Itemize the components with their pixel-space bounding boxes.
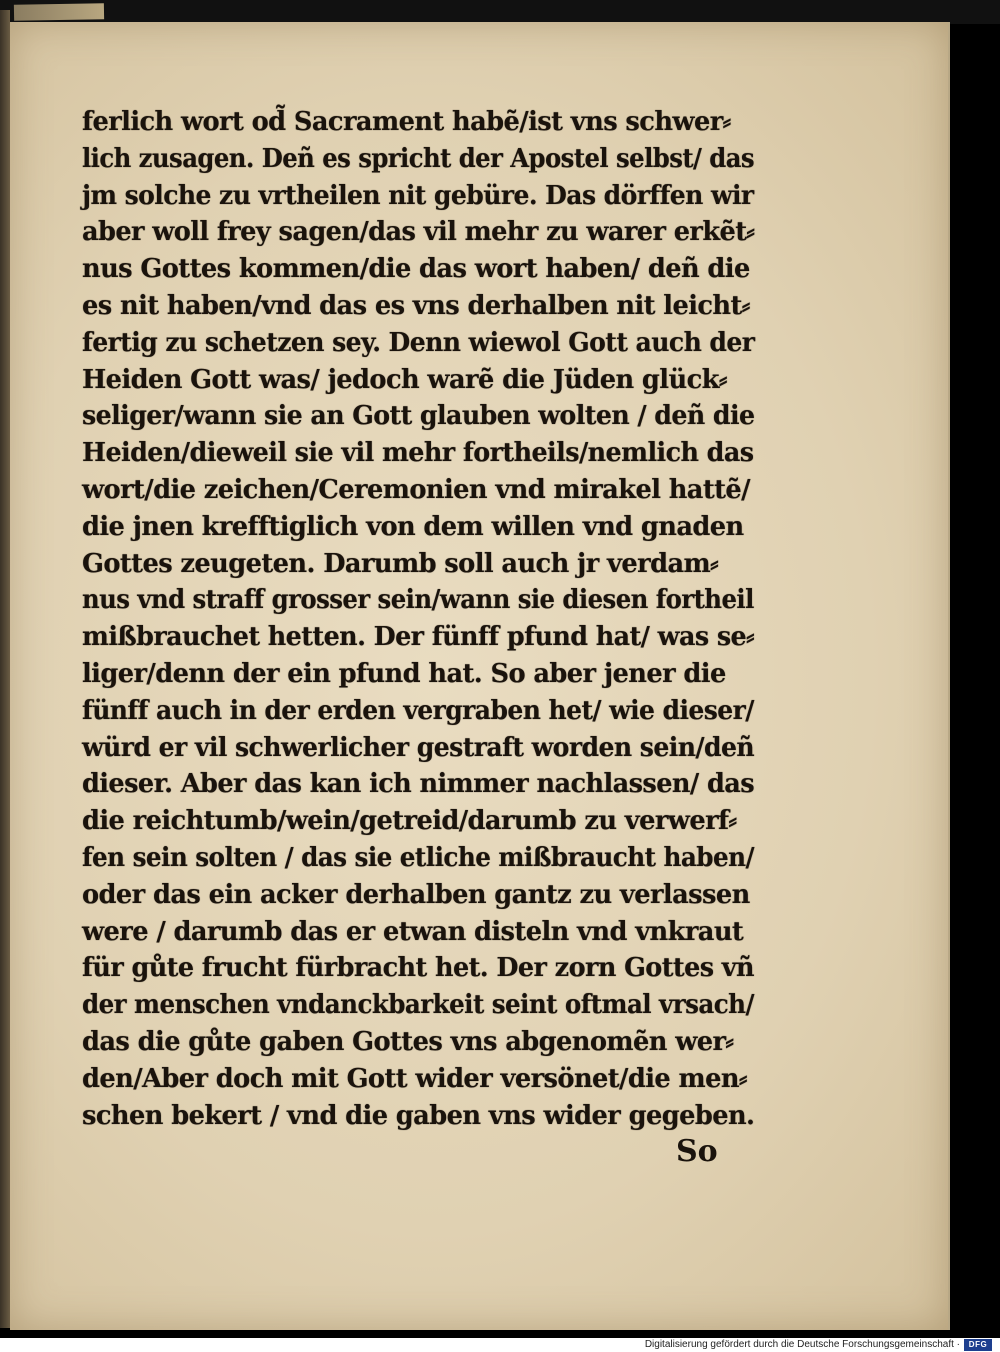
text-line: oder das ein acker derhalben gantz zu verlassen <box>82 879 750 910</box>
catchword: So <box>676 1134 718 1169</box>
text-line: würd er vil schwerlicher gestraft worden sein/deñ <box>82 732 755 763</box>
text-line: ferlich wort od̃ Sacrament habẽ/ist vns schwer⸗ <box>82 107 731 137</box>
text-line: den/Aber doch mit Gott wider versönet/die men⸗ <box>82 1063 747 1094</box>
text-line: fen sein solten / das sie etliche mißbraucht haben/ <box>82 842 754 873</box>
text-line: Heiden/dieweil sie vil mehr fortheils/nemlich das <box>82 438 754 469</box>
text-line: aber woll frey sagen/das vil mehr zu warer erkẽt⸗ <box>82 217 755 248</box>
text-line: schen bekert / vnd die gaben vns wider gegeben. <box>82 1100 755 1131</box>
text-line: mißbrauchet hetten. Der fünff pfund hat/ was se⸗ <box>82 622 755 653</box>
text-line: fertig zu schetzen sey. Denn wiewol Gott auch der <box>82 327 755 358</box>
text-line: nus Gottes kommen/die das wort haben/ deñ die <box>82 254 750 285</box>
text-line: Heiden Gott was/ jedoch warẽ die Jüden glück⸗ <box>82 364 727 395</box>
text-line: nus vnd straff grosser sein/wann sie diesen fortheil <box>82 585 754 616</box>
text-line: Gottes zeugeten. Darumb soll auch jr verdam⸗ <box>82 548 719 579</box>
text-line: were / darumb das er etwan disteln vnd vnkraut <box>82 916 744 947</box>
page-edge <box>0 10 10 1328</box>
text-line: wort/die zeichen/Ceremonien vnd mirakel hattẽ/ <box>82 474 750 505</box>
text-line: jm solche zu vrtheilen nit gebüre. Das dörffen wir <box>82 180 754 211</box>
text-block <box>82 104 762 1134</box>
text-line: seliger/wann sie an Gott glauben wolten / deñ die <box>82 401 755 432</box>
text-line: lich zusagen. Deñ es spricht der Apostel selbst/ das <box>82 143 755 174</box>
text-line: dieser. Aber das kan ich nimmer nachlassen/ das <box>82 769 755 800</box>
top-strip <box>0 0 1000 24</box>
text-line: für gůte frucht fürbracht het. Der zorn Gottes vñ <box>82 953 754 984</box>
text-line: die jnen krefftiglich von dem willen vnd gnaden <box>82 511 744 542</box>
text-line: fünff auch in der erden vergraben het/ wie dieser/ <box>82 695 754 726</box>
funding-credit: Digitalisierung gefördert durch die Deutsche Forschungsgemeinschaft · <box>644 1339 960 1350</box>
text-line: das die gůte gaben Gottes vns abgenomẽn wer⸗ <box>82 1026 734 1057</box>
binding-scrap <box>14 3 104 21</box>
text-line: die reichtumb/wein/getreid/darumb zu verwerf⸗ <box>82 806 737 837</box>
footer-bar <box>0 1338 1000 1352</box>
dfg-logo-icon: DFG <box>964 1339 992 1351</box>
text-line: liger/denn der ein pfund hat. So aber jener die <box>82 658 726 689</box>
text-line: der menschen vndanckbarkeit seint oftmal vrsach/ <box>82 990 754 1021</box>
text-line: es nit haben/vnd das es vns derhalben nit leicht⸗ <box>82 290 750 321</box>
